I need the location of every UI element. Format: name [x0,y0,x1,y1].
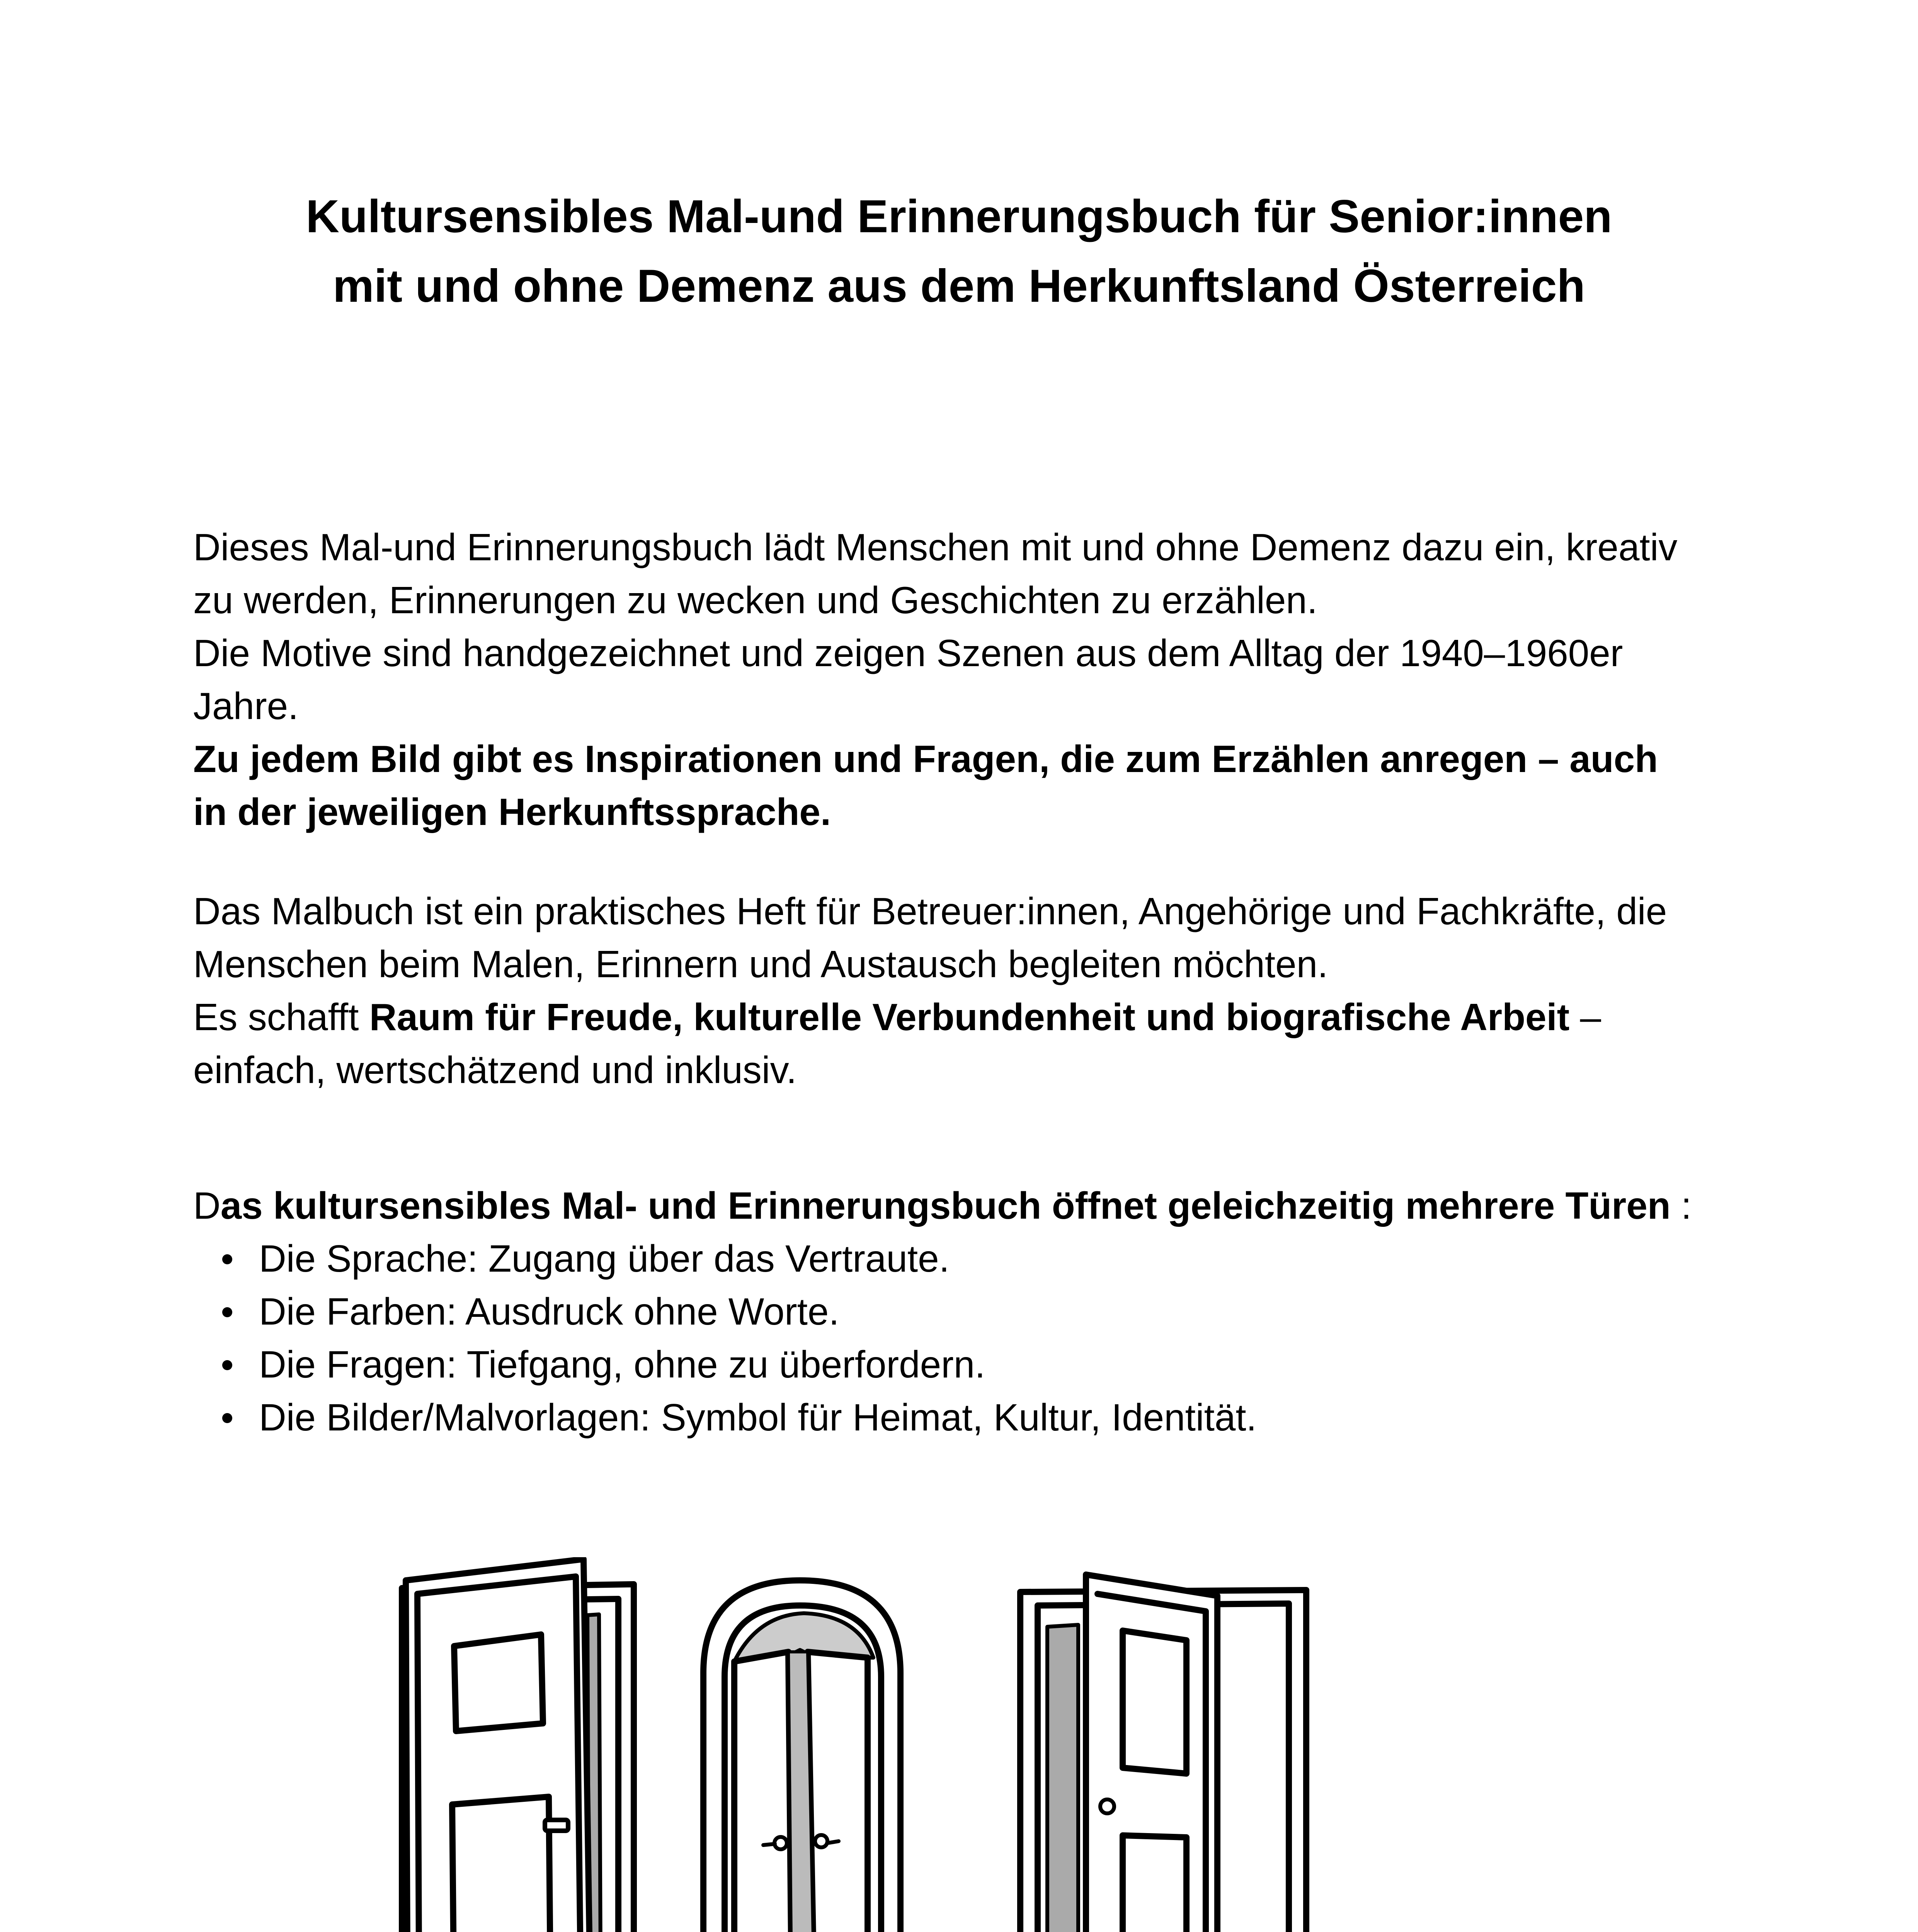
purpose-line-4: einfach, wertschätzend und inklusiv. [193,1049,797,1091]
intro-line-4: Jahre. [193,685,299,727]
title-line-2: mit und ohne Demenz aus dem Herkunftsland Österreich [333,260,1585,312]
purpose-line-3-suffix: – [1569,996,1601,1038]
purpose-line-3-bold: Raum für Freude, kulturelle Verbundenheit und biografische Arbeit [369,996,1570,1038]
purpose-line-3 [193,991,1739,1044]
list-item: Die Sprache: Zugang über das Vertraute. [259,1232,1739,1285]
list-item: Die Fragen: Tiefgang, ohne zu überfordern. [259,1338,1739,1391]
intro-section [193,521,1739,838]
intro-line-1: Dieses Mal-und Erinnerungsbuch lädt Menschen mit und ohne Demenz dazu ein, kreativ [193,526,1678,568]
arch-door-left-leaf [734,1652,792,1932]
arch-door-right-leaf [808,1652,868,1932]
intro-line-2: zu werden, Erinnerungen zu wecken und Geschichten zu erzählen. [193,579,1318,621]
doors-heading-prefix: D [193,1184,221,1227]
list-item: Die Farben: Ausdruck ohne Worte. [259,1285,1739,1338]
doors-heading [193,1179,1739,1232]
purpose-line-1: Das Malbuch ist ein praktisches Heft für Betreuer:innen, Angehörige und Fachkräfte, die [193,890,1667,932]
list-item: Die Bilder/Malvorlagen: Symbol für Heimat, Kultur, Identität. [259,1391,1739,1444]
doors-illustration [383,1557,1333,1932]
doors-bullet-list [193,1232,1739,1444]
doors-heading-bold: as kultursensibles Mal- und Erinnerungsbuch öffnet geleichzeitig mehrere Türen [220,1184,1671,1227]
doors-heading-suffix: : [1670,1184,1692,1227]
intro-bold-line-1: Zu jedem Bild gibt es Inspirationen und Fragen, die zum Erzählen anregen – auch [193,738,1658,780]
page-title [155,182,1763,321]
doors-section [193,1179,1739,1444]
purpose-line-2: Menschen beim Malen, Erinnern und Austausch begleiten möchten. [193,943,1328,985]
purpose-line-3-prefix: Es schafft [193,996,369,1038]
purpose-section [193,885,1739,1097]
title-line-1: Kultursensibles Mal-und Erinnerungsbuch für Senior:innen [306,190,1612,242]
intro-line-3: Die Motive sind handgezeichnet und zeigen Szenen aus dem Alltag der 1940–1960er [193,632,1623,674]
intro-bold-line-2: in der jeweiligen Herkunftssprache. [193,791,831,833]
